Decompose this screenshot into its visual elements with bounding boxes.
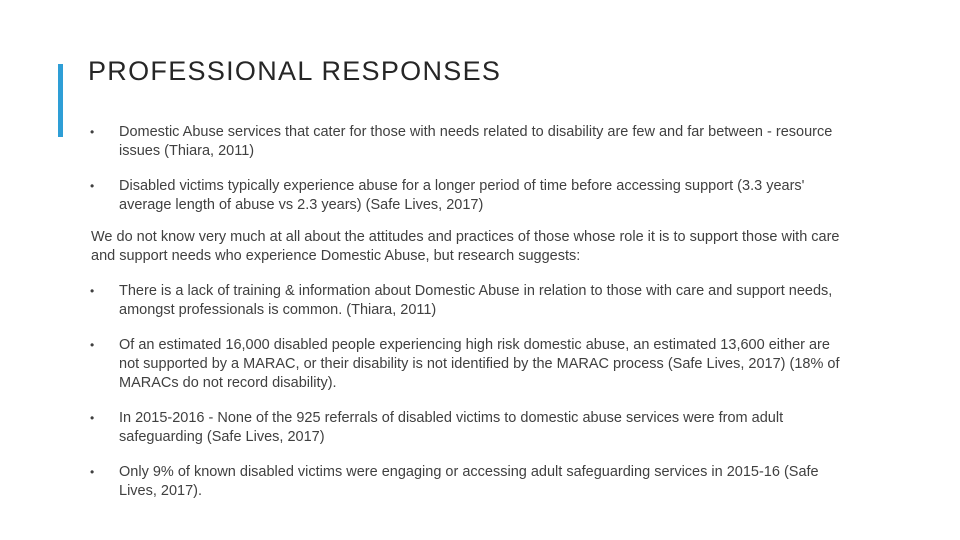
bullet-icon: • bbox=[90, 338, 95, 352]
list-item-text: Disabled victims typically experience abuse for a longer period of time before accessing support (3.3 years' average length of abuse vs 2.3 years) (Safe Lives, 2017) bbox=[119, 178, 805, 213]
bullet-icon: • bbox=[90, 125, 95, 139]
bullet-list-1 bbox=[90, 123, 850, 215]
list-item bbox=[90, 282, 850, 320]
list-item bbox=[90, 409, 850, 447]
bullet-icon: • bbox=[90, 179, 95, 193]
bullet-icon: • bbox=[90, 411, 95, 425]
list-item bbox=[90, 123, 850, 161]
list-item-text: Domestic Abuse services that cater for those with needs related to disability are few and far between - resource issues (Thiara, 2011) bbox=[119, 124, 833, 159]
slide-title: PROFESSIONAL RESPONSES bbox=[88, 56, 502, 86]
bullet-list-2 bbox=[90, 282, 850, 501]
title-accent-bar bbox=[58, 64, 63, 137]
slide-body bbox=[90, 123, 850, 501]
list-item bbox=[90, 336, 850, 393]
bullet-icon: • bbox=[90, 465, 95, 479]
intro-paragraph: We do not know very much at all about the attitudes and practices of those whose role it is to support those with care and support needs who experience Domestic Abuse, but research suggests: bbox=[91, 229, 840, 264]
list-item-text: In 2015-2016 - None of the 925 referrals of disabled victims to domestic abuse services were from adult safeguarding (Safe Lives, 2017) bbox=[119, 410, 784, 445]
list-item-text: Only 9% of known disabled victims were engaging or accessing adult safeguarding services in 2015-16 (Safe Lives, 2017). bbox=[119, 464, 819, 499]
list-item bbox=[90, 177, 850, 215]
list-item-text: Of an estimated 16,000 disabled people experiencing high risk domestic abuse, an estimated 13,600 either are not supported by a MARAC, or their disability is not identified by the MARAC process (Safe Lives, 2017) (18% of MARACs do not record disability). bbox=[119, 337, 840, 391]
bullet-icon: • bbox=[90, 284, 95, 298]
list-item bbox=[90, 463, 850, 501]
list-item-text: There is a lack of training & information about Domestic Abuse in relation to those with care and support needs, amongst professionals is common. (Thiara, 2011) bbox=[119, 283, 833, 318]
